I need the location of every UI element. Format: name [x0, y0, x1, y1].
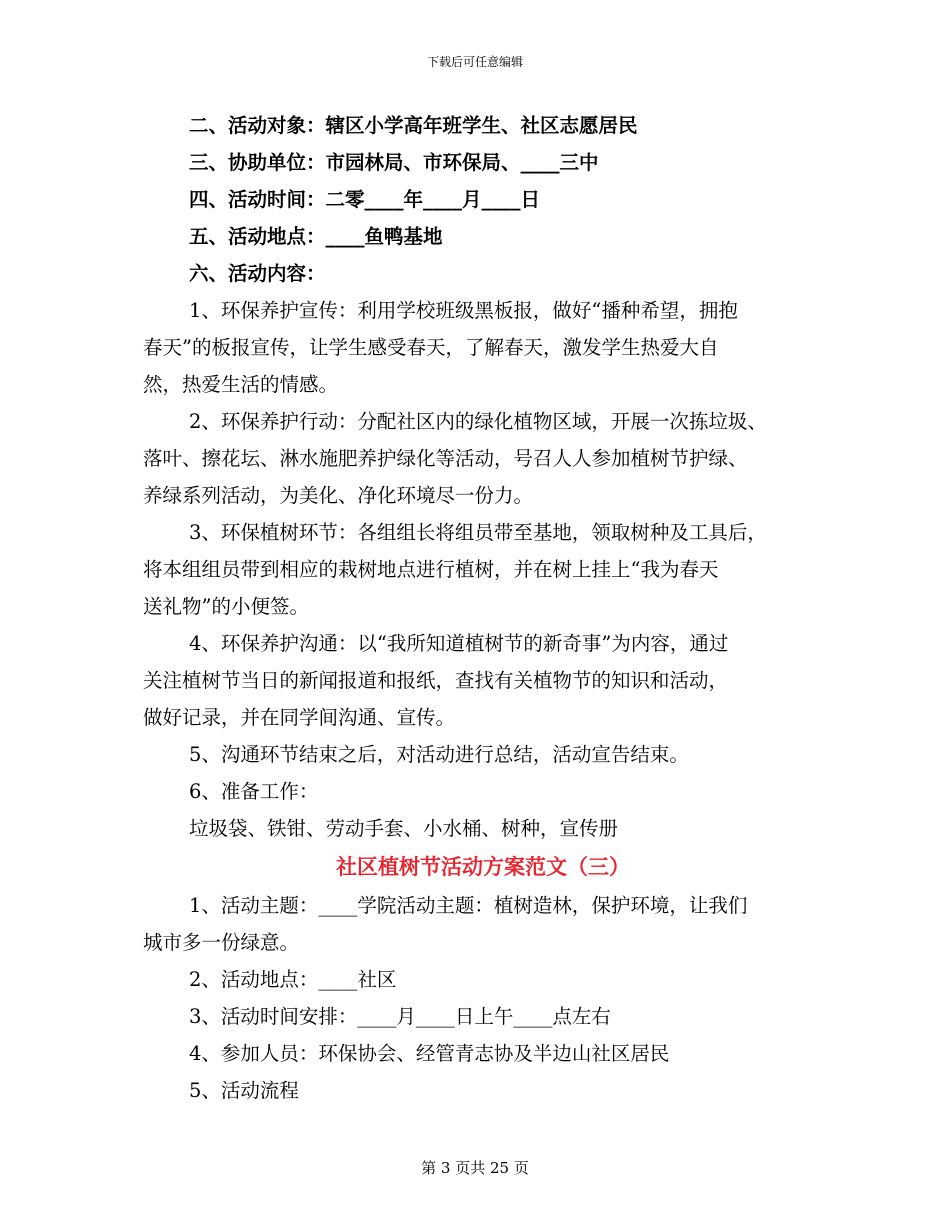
item-place: 五、活动地点：____鱼鸭基地	[189, 225, 443, 248]
para-5-line-1: 5、沟通环节结束之后，对活动进行总结，活动宣告结束。	[189, 743, 689, 766]
para-1-line-2: 春天”的板报宣传，让学生感受春天，了解春天，激发学生热爱大自	[143, 336, 719, 359]
item-assist: 三、协助单位：市园林局、市环保局、____三中	[189, 151, 599, 174]
para-6-line-1: 6、准备工作：	[189, 780, 319, 803]
s3-para-3-line-1: 3、活动时间安排：____月____日上午____点左右	[189, 1005, 611, 1028]
document-body	[143, 107, 823, 1109]
section-title: 社区植树节活动方案范文（三）	[336, 855, 630, 879]
para-2-line-3: 养绿系列活动，为美化、净化环境尽一份力。	[143, 484, 534, 507]
para-4-line-3: 做好记录，并在同学间沟通、宣传。	[143, 706, 456, 729]
para-2-line-2: 落叶、擦花坛、淋水施肥养护绿化等活动，号召人人参加植树节护绿、	[143, 447, 748, 470]
item-content: 六、活动内容：	[189, 262, 326, 285]
para-2-line-1: 2、环保养护行动：分配社区内的绿化植物区域，开展一次拣垃圾、	[189, 410, 767, 433]
item-target: 二、活动对象：辖区小学高年班学生、社区志愿居民	[189, 114, 638, 137]
para-4-line-1: 4、环保养护沟通：以“我所知道植树节的新奇事”为内容，通过	[189, 632, 729, 655]
para-3-line-1: 3、环保植树环节：各组组长将组员带至基地，领取树种及工具后，	[189, 521, 767, 544]
s3-para-2-line-1: 2、活动地点：____社区	[189, 968, 397, 991]
para-4-line-2: 关注植树节当日的新闻报道和报纸，查找有关植物节的知识和活动，	[143, 669, 729, 692]
para-3-line-3: 送礼物”的小便签。	[143, 595, 309, 618]
s3-para-5-line-1: 5、活动流程	[189, 1079, 299, 1102]
page-header: 下载后可任意编辑	[426, 55, 523, 69]
para-1-line-1: 1、环保养护宣传：利用学校班级黑板报，做好“播种希望，拥抱	[189, 299, 738, 322]
s3-para-4-line-1: 4、参加人员：环保协会、经管青志协及半边山社区居民	[189, 1042, 670, 1065]
para-7-line-1: 垃圾袋、铁钳、劳动手套、小水桶、树种，宣传册	[189, 817, 619, 840]
para-3-line-2: 将本组组员带到相应的栽树地点进行植树，并在树上挂上“我为春天	[143, 558, 719, 581]
s3-para-1-line-2: 城市多一份绿意。	[143, 931, 300, 954]
para-1-line-3: 然，热爱生活的情感。	[143, 373, 339, 396]
page-footer: 第 3 页共 25 页	[421, 1159, 529, 1177]
item-time: 四、活动时间：二零____年____月____日	[189, 188, 541, 211]
s3-para-1-line-1: 1、活动主题：____学院活动主题：植树造林，保护环境，让我们	[189, 894, 748, 917]
